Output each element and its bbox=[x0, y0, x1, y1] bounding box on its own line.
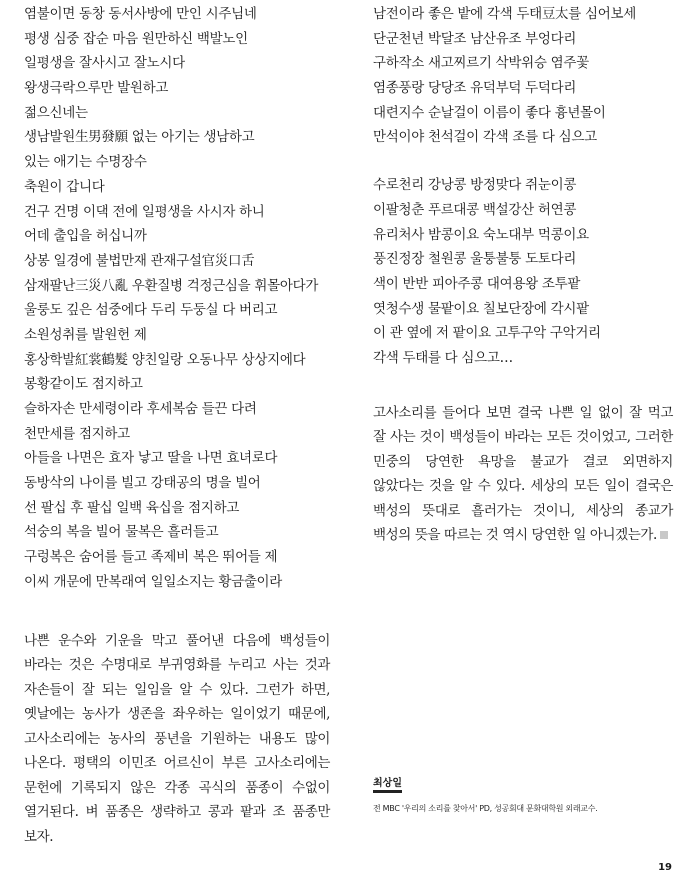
verse-line: 구렁복은 숨어를 들고 족제비 복은 뛰어들 제 bbox=[24, 549, 278, 566]
author-name: 최상일 bbox=[373, 774, 402, 793]
verse-line: 이 관 옆에 저 팥이요 고투구악 구악거리 bbox=[373, 325, 601, 342]
verse-line: 각색 두태를 다 심으고… bbox=[373, 349, 513, 366]
body-paragraph-left: 나쁜 운수와 기운을 막고 풀어낸 다음에 백성들이 바라는 것은 수명대로 부귀영화를 누리고 사는 것과 자손들이 잘 되는 일임을 알 수 있다. 그런가 하면, 옛날에는 농사가 생존을 좌우하는 일이었기 때문에, 고사소리에는 농사의 풍년을 기원하는 내용도 많이 나온다. 평택의 이민조 어르신이 부른 고사소리에는 문헌에 기록되지 않은 각종 곡식의 품종이 수없이 열거된다. 벼 품종은 생략하고 콩과 팥과 조 품종만 보자. bbox=[24, 632, 330, 845]
end-of-article-mark bbox=[660, 531, 668, 539]
verse-line: 젊으신네는 bbox=[24, 104, 88, 121]
verse-line: 축원이 갑니다 bbox=[24, 178, 105, 195]
verse-line: 슬하자손 만세령이라 후세복숨 들끈 다려 bbox=[24, 401, 257, 417]
author-box bbox=[373, 771, 597, 814]
verse-line: 평생 심중 잡순 마음 원만하신 백발노인 bbox=[24, 30, 248, 47]
body-paragraph-right bbox=[373, 401, 673, 548]
verse-line: 만석이야 천석걸이 각색 조를 다 심으고 bbox=[373, 129, 597, 146]
verse-line: 생남발원生男發願 없는 아기는 생남하고 bbox=[24, 129, 255, 146]
verse-line: 어데 출입을 허십니까 bbox=[24, 228, 147, 245]
verse-line: 상봉 일경에 불법만재 관재구설官災口舌 bbox=[24, 252, 255, 269]
verse-line: 동방삭의 나이를 빌고 강태공의 명을 빌어 bbox=[24, 475, 261, 492]
verse-line: 구하작소 새고찌르기 삭박위승 염주꽃 bbox=[373, 55, 589, 72]
right-column bbox=[373, 0, 673, 548]
verse-line: 단군천년 박달조 남산유조 부엉다리 bbox=[373, 30, 577, 47]
verse-line: 석숭의 복을 빌어 물복은 흘러들고 bbox=[24, 524, 219, 541]
grain-verse-part-2 bbox=[373, 173, 673, 371]
left-column bbox=[24, 0, 344, 849]
author-bio: 전 MBC '우리의 소리를 찾아서' PD, 성공회대 문화대학원 외래교수. bbox=[373, 804, 598, 813]
closing-paragraph-text: 고사소리를 들어다 보면 결국 나쁜 일 없이 잘 먹고 잘 사는 것이 백성들이 바라는 모든 것이었고, 그러한 민중의 당연한 욕망을 불교가 결코 외면하지 않았다는 것을 알 수 있다. 세상의 모든 일이 결국은 백성의 뜻대로 흘러가는 것이니, 세상의 종교가 백성의 뜻을 따르는 것 역시 당연한 일 아니겠는가. bbox=[373, 404, 673, 544]
verse-line: 유리처사 밤콩이요 숙노대부 먹콩이요 bbox=[373, 226, 589, 243]
verse-line: 염불이면 동창 동서사방에 만인 시주님네 bbox=[24, 6, 257, 22]
verse-line: 천만세를 점지하고 bbox=[24, 425, 130, 442]
verse-line: 일평생을 잘사시고 잘노시다 bbox=[24, 55, 185, 72]
verse-line: 봉황같이도 점지하고 bbox=[24, 376, 143, 393]
verse-line: 남전이라 좋은 밭에 각색 두태豆太를 심어보세 bbox=[373, 6, 636, 22]
verse-line: 있는 애기는 수명장수 bbox=[24, 154, 147, 171]
page-number: 19 bbox=[658, 862, 672, 873]
verse-line: 이팔청춘 푸르대콩 백설강산 허연콩 bbox=[373, 201, 577, 218]
grain-verse-part-1 bbox=[373, 2, 673, 150]
verse-line: 아들을 나면은 효자 낳고 딸을 나면 효녀로다 bbox=[24, 450, 278, 467]
verse-line: 염종풍랑 당당조 유덕부덕 두덕다리 bbox=[373, 80, 577, 97]
verse-line: 엿청수생 물팥이요 칠보단장에 각시팥 bbox=[373, 300, 589, 317]
verse-line: 풍진정장 철원콩 울퉁불퉁 도토다리 bbox=[373, 251, 577, 268]
verse-line: 이씨 개문에 만복래여 일일소지는 황금출이라 bbox=[24, 573, 283, 590]
verse-line: 건구 건명 이댁 전에 일평생을 사시자 하니 bbox=[24, 203, 265, 220]
verse-line: 대련지수 순날걸이 이름이 좋다 흉년몰이 bbox=[373, 104, 606, 121]
verse-line: 왕생극락으루만 발원하고 bbox=[24, 80, 169, 97]
verse-line: 삼재팔난三災八亂 우환질병 걱정근심을 휘몰아다가 bbox=[24, 277, 319, 294]
verse-line: 홍상학발紅裳鶴髮 양친일랑 오동나무 상상지에다 bbox=[24, 351, 306, 368]
verse-line: 울룽도 깊은 섬중에다 두리 두둥실 다 버리고 bbox=[24, 302, 278, 319]
verse-line: 선 팔십 후 팔십 일백 육십을 점지하고 bbox=[24, 499, 240, 516]
gosa-song-verse-left bbox=[24, 2, 344, 595]
verse-line: 색이 반반 피아주콩 대여용왕 조투팥 bbox=[373, 275, 581, 292]
verse-line: 소원성취를 발원헌 제 bbox=[24, 326, 147, 343]
verse-line: 수로천리 강낭콩 방정맞다 쥐눈이콩 bbox=[373, 177, 577, 194]
